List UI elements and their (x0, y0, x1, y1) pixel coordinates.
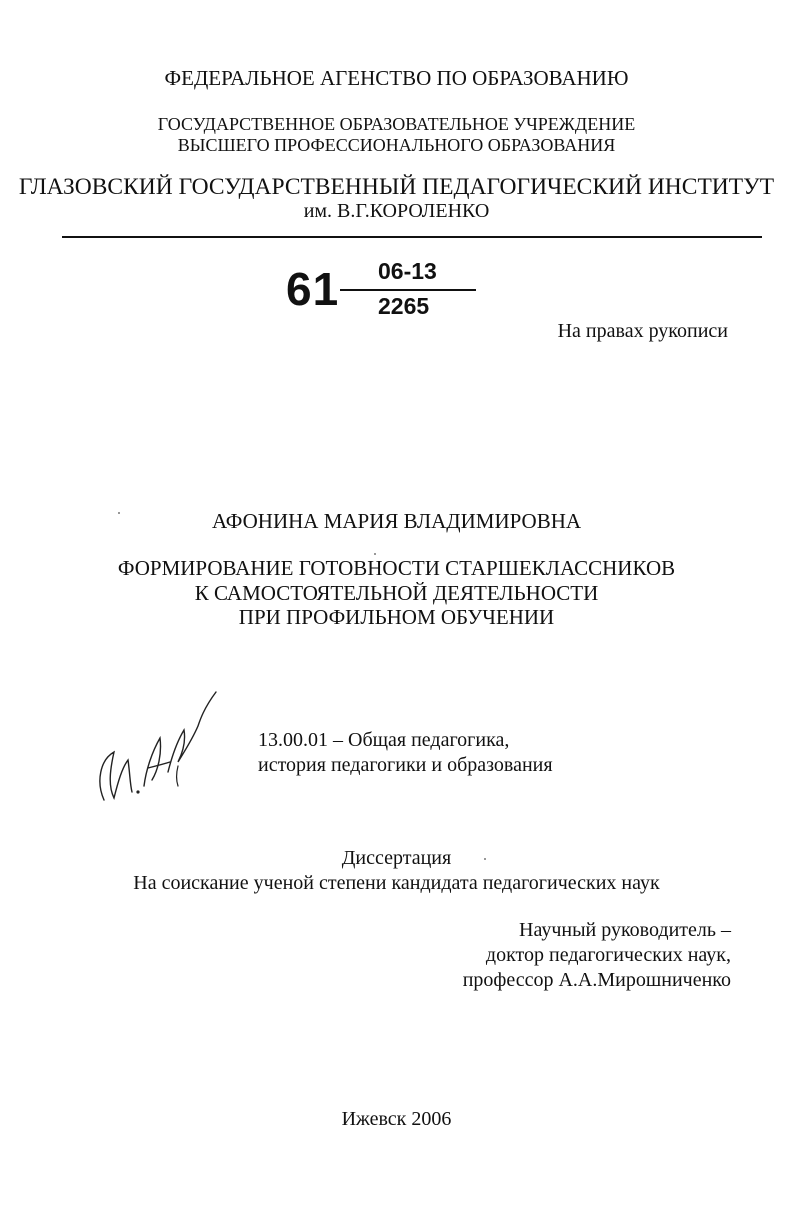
thesis-title-line3: ПРИ ПРОФИЛЬНОМ ОБУЧЕНИИ (238, 605, 555, 629)
dissertation-label: Диссертация (341, 847, 452, 869)
header-university-line1: ГЛАЗОВСКИЙ ГОСУДАРСТВЕННЫЙ ПЕДАГОГИЧЕСКИЙ ИНСТИТУТ (18, 174, 775, 200)
scan-speck (118, 512, 120, 514)
thesis-title-line1: ФОРМИРОВАНИЕ ГОТОВНОСТИ СТАРШЕКЛАССНИКОВ (117, 556, 676, 580)
header-divider (62, 236, 762, 238)
specialty-line2: история педагогики и образования (258, 754, 553, 776)
advisor-block (463, 918, 731, 993)
advisor-line1: Научный руководитель – (519, 919, 731, 941)
advisor-line2: доктор педагогических наук, (485, 944, 731, 966)
manuscript-note: На правах рукописи (557, 320, 728, 342)
handwritten-signature (92, 682, 222, 812)
dissertation-purpose: На соискание ученой степени кандидата педагогических наук (133, 872, 660, 894)
catalog-code-bottom: 2265 (378, 293, 430, 319)
scan-speck (484, 858, 486, 860)
city-year: Ижевск 2006 (341, 1108, 452, 1130)
header-institution-line1: ГОСУДАРСТВЕННОЕ ОБРАЗОВАТЕЛЬНОЕ УЧРЕЖДЕНИЕ (157, 114, 636, 134)
header-institution-line2: ВЫСШЕГО ПРОФЕССИОНАЛЬНОГО ОБРАЗОВАНИЯ (177, 135, 616, 155)
specialty-block (258, 728, 553, 778)
specialty-line1: 13.00.01 – Общая педагогика, (258, 729, 510, 751)
scan-speck (374, 553, 376, 555)
catalog-code-divider (340, 289, 476, 291)
catalog-code-main: 61 (286, 263, 340, 315)
advisor-line3: профессор А.А.Мирошниченко (462, 969, 731, 991)
thesis-title-line2: К САМОСТОЯТЕЛЬНОЙ ДЕЯТЕЛЬНОСТИ (194, 581, 599, 605)
catalog-code-top: 06-13 (378, 258, 437, 284)
header-agency: ФЕДЕРАЛЬНОЕ АГЕНСТВО ПО ОБРАЗОВАНИЮ (164, 66, 629, 90)
catalog-code (286, 260, 486, 330)
author-name: АФОНИНА МАРИЯ ВЛАДИМИРОВНА (211, 509, 582, 533)
header-university-line2: им. В.Г.КОРОЛЕНКО (303, 200, 490, 222)
